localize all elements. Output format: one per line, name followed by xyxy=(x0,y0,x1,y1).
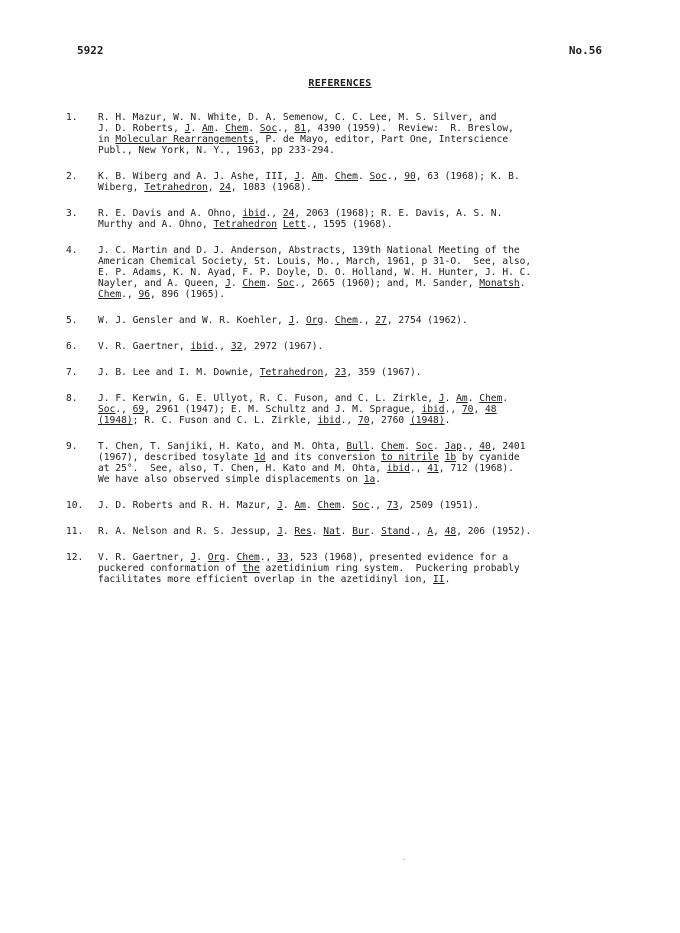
reference-line xyxy=(98,123,626,134)
reference-line xyxy=(98,552,626,563)
underlined-text: Am xyxy=(456,393,468,404)
text-segment: and its conversion xyxy=(265,452,382,463)
reference-line xyxy=(98,219,626,230)
text-segment: , P. de Mayo, editor, Part One, Interscience xyxy=(253,134,509,145)
underlined-text: ibid xyxy=(190,341,214,352)
underlined-text: Soc xyxy=(98,404,116,415)
underlined-text: Stand xyxy=(381,526,410,537)
text-segment: . xyxy=(404,441,416,452)
text-segment: . xyxy=(190,123,202,134)
reference-item xyxy=(66,171,626,193)
text-segment: facilitates more efficient overlap in the azetidinyl ion, xyxy=(98,574,434,585)
text-segment: ., 1595 (1968). xyxy=(305,219,393,230)
underlined-text: II xyxy=(433,574,445,585)
underlined-text: Bur xyxy=(352,526,370,537)
text-segment: . xyxy=(519,278,526,289)
text-segment: . xyxy=(357,171,370,182)
reference-text xyxy=(98,500,626,511)
underlined-text: Chem xyxy=(381,441,405,452)
reference-item xyxy=(66,500,626,511)
underlined-text: 70 xyxy=(461,404,474,415)
text-segment: . xyxy=(300,171,312,182)
underlined-text: 81 xyxy=(294,123,306,134)
underlined-text: Bull xyxy=(346,441,370,452)
text-segment: , 2760 xyxy=(369,415,410,426)
reference-text xyxy=(98,393,626,426)
text-segment: , 359 (1967). xyxy=(346,367,422,378)
reference-text xyxy=(98,315,626,326)
underlined-text: 48 xyxy=(444,526,457,537)
text-segment: . xyxy=(282,500,295,511)
reference-text xyxy=(98,526,626,537)
underlined-text: Molecular Rearrangements xyxy=(115,134,254,145)
underlined-text: ibid xyxy=(421,404,445,415)
text-segment: , 4390 (1959). Review: R. Breslow, xyxy=(306,123,514,134)
text-segment: , 523 (1968), presented evidence for a xyxy=(288,552,509,563)
reference-line xyxy=(98,574,626,585)
text-segment: J. B. Lee and I. M. Downie, xyxy=(98,367,260,378)
underlined-text: J xyxy=(190,552,197,563)
reference-text xyxy=(98,441,626,485)
text-segment: ., xyxy=(265,208,283,219)
text-segment: , xyxy=(207,182,220,193)
text-segment: , 2754 (1962). xyxy=(386,315,468,326)
text-segment: ., xyxy=(386,171,405,182)
text-segment: at 25°. See, also, T. Chen, H. Kato and M. Ohta, xyxy=(98,463,387,474)
reference-line xyxy=(98,474,626,485)
text-segment: , 2063 (1968); R. E. Davis, A. S. N. xyxy=(294,208,503,219)
underlined-text: (1948) xyxy=(409,415,445,426)
underlined-text: 69 xyxy=(132,404,145,415)
reference-number: 12. xyxy=(66,552,84,563)
underlined-text: Tetrahedron xyxy=(213,219,278,230)
text-segment: . xyxy=(369,526,382,537)
underlined-text: 23 xyxy=(334,367,347,378)
text-segment: R. H. Mazur, W. N. White, D. A. Semenow, C. C. Lee, M. S. Silver, and xyxy=(98,112,497,123)
underlined-text: Jap xyxy=(444,441,462,452)
text-segment: . xyxy=(375,474,382,485)
text-segment: . xyxy=(340,526,353,537)
text-segment: , 2972 (1967). xyxy=(242,341,324,352)
underlined-text: 1b xyxy=(444,452,457,463)
underlined-text: 1a xyxy=(363,474,376,485)
underlined-text: 73 xyxy=(386,500,399,511)
reference-line xyxy=(98,463,626,474)
underlined-text: Soc xyxy=(352,500,370,511)
text-segment: Publ., New York, N. Y., 1963, pp 233-294. xyxy=(98,145,335,156)
reference-text xyxy=(98,367,626,378)
reference-line xyxy=(98,563,626,574)
reference-line xyxy=(98,500,626,511)
text-segment: ., xyxy=(444,404,462,415)
reference-line xyxy=(98,278,626,289)
text-segment: , 2961 (1947); E. M. Schultz and J. M. Sprague, xyxy=(144,404,422,415)
underlined-text: Org xyxy=(207,552,226,563)
text-segment: ., xyxy=(409,526,428,537)
underlined-text: Chem xyxy=(479,393,503,404)
text-segment: . xyxy=(323,171,335,182)
text-segment: ., xyxy=(121,289,139,300)
underlined-text: Soc xyxy=(369,171,387,182)
underlined-text: 32 xyxy=(230,341,243,352)
text-segment: , 63 (1968); K. B. xyxy=(415,171,520,182)
underlined-text: Chem xyxy=(334,171,358,182)
underlined-text: Nat xyxy=(323,526,341,537)
reference-item xyxy=(66,367,626,378)
reference-line xyxy=(98,182,626,193)
text-segment: Wiberg, xyxy=(98,182,145,193)
reference-item xyxy=(66,315,626,326)
reference-number: 11. xyxy=(66,526,84,537)
reference-number: 5. xyxy=(66,315,78,326)
underlined-text: Tetrahedron xyxy=(259,367,324,378)
reference-line xyxy=(98,289,626,300)
underlined-text: 70 xyxy=(357,415,370,426)
reference-number: 2. xyxy=(66,171,78,182)
reference-item xyxy=(66,112,626,156)
text-segment: E. P. Adams, K. N. Ayad, F. P. Doyle, D. O. Holland, W. H. Hunter, J. H. C. xyxy=(98,267,532,278)
text-segment: ; R. C. Fuson and C. L. Zirkle, xyxy=(132,415,318,426)
reference-number: 10. xyxy=(66,500,84,511)
text-segment: , xyxy=(433,526,445,537)
reference-line xyxy=(98,134,626,145)
text-segment: , xyxy=(473,404,486,415)
text-segment: R. A. Nelson and R. S. Jessup, xyxy=(98,526,278,537)
text-segment: in xyxy=(98,134,116,145)
underlined-text: Res xyxy=(294,526,312,537)
text-segment: . xyxy=(467,393,480,404)
underlined-text: 24 xyxy=(219,182,231,193)
reference-number: 8. xyxy=(66,393,78,404)
text-segment: . xyxy=(265,278,278,289)
text-segment: K. B. Wiberg and A. J. Ashe, III, xyxy=(98,171,295,182)
text-segment: . xyxy=(225,552,237,563)
underlined-text: J xyxy=(277,500,283,511)
underlined-text: Chem xyxy=(317,500,341,511)
text-segment: ., xyxy=(213,341,231,352)
underlined-text: Chem xyxy=(225,123,249,134)
text-segment: ., xyxy=(461,441,480,452)
reference-item xyxy=(66,341,626,352)
reference-line xyxy=(98,112,626,123)
underlined-text: 1d xyxy=(253,452,266,463)
text-segment: ., xyxy=(369,500,387,511)
text-segment: . xyxy=(323,315,335,326)
text-segment: W. J. Gensler and W. R. Koehler, xyxy=(98,315,289,326)
text-segment: ., xyxy=(115,404,133,415)
reference-line xyxy=(98,404,626,415)
reference-line xyxy=(98,315,626,326)
text-segment: , 2509 (1951). xyxy=(398,500,480,511)
text-segment: V. R. Gaertner, xyxy=(98,341,191,352)
underlined-text: Org xyxy=(305,315,324,326)
reference-text xyxy=(98,245,626,300)
reference-line xyxy=(98,171,626,182)
text-segment: T. Chen, T. Sanjiki, H. Kato, and M. Ohta, xyxy=(98,441,347,452)
text-segment: ., 2665 (1960); and, M. Sander, xyxy=(294,278,480,289)
reference-line xyxy=(98,208,626,219)
reference-text xyxy=(98,552,626,585)
underlined-text: 33 xyxy=(277,552,289,563)
references-title: REFERENCES xyxy=(308,78,372,89)
text-segment: J. D. Roberts and R. H. Mazur, xyxy=(98,500,278,511)
text-segment: . xyxy=(282,526,295,537)
text-segment: puckered conformation of xyxy=(98,563,243,574)
reference-number: 7. xyxy=(66,367,78,378)
underlined-text: J xyxy=(294,171,301,182)
reference-line xyxy=(98,245,626,256)
reference-line xyxy=(98,267,626,278)
reference-item xyxy=(66,441,626,485)
text-segment: . xyxy=(230,278,243,289)
text-segment: , xyxy=(323,367,335,378)
reference-number: 1. xyxy=(66,112,78,123)
underlined-text: Chem xyxy=(98,289,122,300)
reference-text xyxy=(98,208,626,230)
issue-number: No.56 xyxy=(568,44,602,57)
reference-line xyxy=(98,452,626,463)
text-segment: . xyxy=(340,500,353,511)
reference-line xyxy=(98,526,626,537)
underlined-text: Chem xyxy=(242,278,266,289)
text-segment: . xyxy=(294,315,306,326)
text-segment: . xyxy=(196,552,208,563)
text-segment: Nayler, and A. Queen, xyxy=(98,278,226,289)
reference-line xyxy=(98,441,626,452)
text-segment: American Chemical Society, St. Louis, Mo., March, 1961, p 31-O. See, also, xyxy=(98,256,532,267)
underlined-text: 41 xyxy=(427,463,439,474)
underlined-text: ibid xyxy=(242,208,266,219)
text-segment: . xyxy=(444,415,451,426)
reference-text xyxy=(98,341,626,352)
text-segment: . xyxy=(444,393,457,404)
text-segment: We have also observed simple displacements on xyxy=(98,474,364,485)
underlined-text: Soc xyxy=(415,441,434,452)
text-segment: . xyxy=(305,500,318,511)
text-segment: V. R. Gaertner, xyxy=(98,552,191,563)
text-segment: . xyxy=(369,441,382,452)
text-segment: . xyxy=(502,393,509,404)
underlined-text: 24 xyxy=(282,208,295,219)
references-heading xyxy=(0,78,680,89)
reference-line xyxy=(98,145,626,156)
text-segment: . xyxy=(444,574,451,585)
scan-speck xyxy=(403,859,405,860)
text-segment: J. F. Kerwin, G. E. Ullyot, R. C. Fuson, and C. L. Zirkle, xyxy=(98,393,439,404)
text-segment: azetidinium ring system. Puckering probably xyxy=(259,563,520,574)
underlined-text: Soc xyxy=(277,278,295,289)
text-segment: . xyxy=(433,441,445,452)
reference-item xyxy=(66,552,626,585)
underlined-text: 27 xyxy=(375,315,387,326)
underlined-text: Chem xyxy=(236,552,260,563)
reference-number: 4. xyxy=(66,245,78,256)
text-segment: , 712 (1968). xyxy=(438,463,514,474)
underlined-text: A xyxy=(427,526,434,537)
reference-line xyxy=(98,256,626,267)
underlined-text: J xyxy=(277,526,283,537)
underlined-text: Am xyxy=(311,171,324,182)
underlined-text: Monatsh xyxy=(479,278,520,289)
text-segment: . xyxy=(248,123,260,134)
reference-line xyxy=(98,415,626,426)
text-segment: . xyxy=(311,526,324,537)
reference-number: 9. xyxy=(66,441,78,452)
reference-text xyxy=(98,171,626,193)
reference-number: 6. xyxy=(66,341,78,352)
text-segment: ., xyxy=(277,123,295,134)
reference-item xyxy=(66,393,626,426)
text-segment: ., xyxy=(409,463,428,474)
text-segment: , 1083 (1968). xyxy=(230,182,312,193)
underlined-text: Lett xyxy=(282,219,306,230)
reference-line xyxy=(98,367,626,378)
underlined-text: J xyxy=(288,315,295,326)
reference-item xyxy=(66,208,626,230)
reference-text xyxy=(98,112,626,156)
text-segment: ., xyxy=(259,552,278,563)
underlined-text: 40 xyxy=(479,441,491,452)
underlined-text: the xyxy=(242,563,260,574)
text-segment: J. C. Martin and D. J. Anderson, Abstracts, 139th National Meeting of the xyxy=(98,245,520,256)
underlined-text: J xyxy=(438,393,445,404)
underlined-text: Am xyxy=(294,500,306,511)
underlined-text: 96 xyxy=(138,289,150,300)
underlined-text: J xyxy=(184,123,191,134)
text-segment: by cyanide xyxy=(456,452,520,463)
text-segment: Murthy and A. Ohno, xyxy=(98,219,214,230)
text-segment: (1967), described tosylate xyxy=(98,452,254,463)
page-header xyxy=(0,44,680,58)
underlined-text: 90 xyxy=(404,171,416,182)
text-segment: J. D. Roberts, xyxy=(98,123,185,134)
text-segment: , 896 (1965). xyxy=(150,289,226,300)
reference-number: 3. xyxy=(66,208,78,219)
reference-line xyxy=(98,341,626,352)
text-segment: , 2401 xyxy=(490,441,526,452)
reference-item xyxy=(66,526,626,537)
reference-item xyxy=(66,245,626,300)
page-number: 5922 xyxy=(77,44,104,57)
text-segment: , 206 (1952). xyxy=(456,526,532,537)
underlined-text: 48 xyxy=(485,404,497,415)
underlined-text: J xyxy=(225,278,231,289)
underlined-text: ibid xyxy=(317,415,341,426)
reference-list xyxy=(66,112,626,600)
text-segment: R. E. Davis and A. Ohno, xyxy=(98,208,243,219)
underlined-text: ibid xyxy=(386,463,410,474)
text-segment: ., xyxy=(357,315,376,326)
underlined-text: Tetrahedron xyxy=(144,182,208,193)
underlined-text: Am xyxy=(201,123,214,134)
reference-line xyxy=(98,393,626,404)
underlined-text: (1948) xyxy=(98,415,133,426)
underlined-text: Soc xyxy=(259,123,278,134)
underlined-text: to nitrile xyxy=(381,452,439,463)
text-segment: . xyxy=(213,123,226,134)
text-segment: ., xyxy=(340,415,358,426)
underlined-text: Chem xyxy=(334,315,358,326)
